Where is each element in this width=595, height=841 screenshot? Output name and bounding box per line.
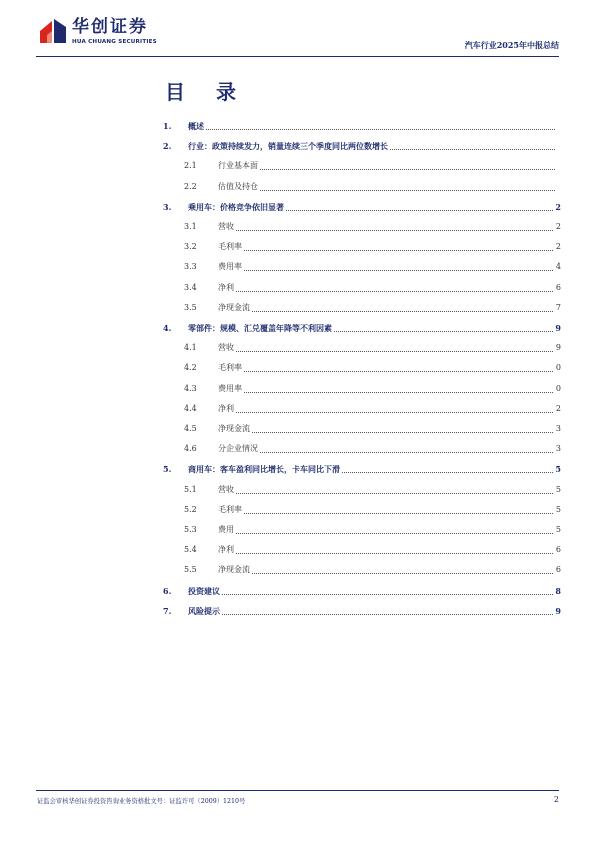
toc-leader-dots [218,553,555,554]
toc-entry[interactable] [0,179,595,195]
toc-entry[interactable] [0,562,595,578]
toc-entry-title: 费用 [218,522,236,538]
toc-entry-number: 3. [163,201,172,212]
toc-leader-dots [218,291,555,292]
toc-entry-page: 5 [554,502,561,518]
toc-entry-page: 6 [554,280,561,296]
toc-entry[interactable] [0,603,595,619]
toc-entry-title: 毛利率 [218,239,244,255]
toc-entry-title: 净利 [218,280,236,296]
toc-entry-number: 4. [163,323,172,333]
toc-leader-dots [188,614,555,615]
toc-entry-title: 净现金流 [218,562,252,578]
logo-chinese-name: 华创证券 [72,17,148,37]
toc-entry-number: 2.1 [184,161,197,171]
toc-entry-number: 5.5 [184,565,197,575]
toc-entry-title: 营收 [218,482,236,498]
toc-entry-title: 分企业情况 [218,441,260,457]
toc-entry-page: 6 [554,542,561,558]
toc-entry-title: 净利 [218,542,236,558]
toc-entry-page: 5 [553,461,561,477]
toc-entry-page: 9 [553,320,561,336]
footer-disclaimer: 证监会审核华创证券投资咨询业务资格批文号：证监许可（2009）1210号 [37,798,246,805]
toc-entry-page: 9 [554,340,561,356]
toc-entry-number: 3.2 [184,242,197,252]
toc-entry-number: 3.1 [184,222,197,231]
toc-leader-dots [218,392,555,393]
toc-entry-title: 净现金流 [218,300,252,316]
toc-entry[interactable] [0,421,595,437]
toc-entry-page: 2 [554,219,561,235]
toc-entry[interactable] [0,300,595,316]
toc-entry[interactable] [0,401,595,417]
toc-entry-page: 2 [553,199,561,215]
toc-entry-number: 3.4 [184,282,197,292]
toc-entry-page: 3 [554,441,561,457]
toc-entry-page: 4 [554,259,561,275]
toc-leader-dots [188,129,555,130]
toc-entry-number: 4.6 [184,444,197,454]
logo-mark-icon [38,17,68,47]
footer-divider [36,790,559,791]
toc-entry-number: 4.5 [184,424,197,433]
header-divider [36,56,559,57]
toc-entry[interactable] [0,199,595,215]
toc-entry-title: 净利 [218,401,236,417]
toc-leader-dots [218,311,555,312]
toc-entry-title: 风险提示 [188,603,222,619]
toc-entry-title: 估值及持仓 [218,179,260,195]
toc-entry[interactable] [0,138,595,154]
toc-leader-dots [218,493,555,494]
report-title: 汽车行业2025年中报总结 [464,40,559,50]
toc-entry-title: 零部件：规模、汇兑覆盖年降等不利因素 [188,320,334,336]
toc-entry-title: 营收 [218,340,236,356]
toc-entry-number: 5.1 [184,484,197,494]
toc-entry-title: 毛利率 [218,360,244,376]
toc-entry-number: 7. [163,605,172,616]
toc-leader-dots [218,432,555,433]
toc-entry-title: 营收 [218,219,236,235]
toc-entry-title: 净现金流 [218,421,252,437]
toc-leader-dots [218,533,555,534]
toc-entry-number: 5. [163,464,172,475]
logo-english-name: HUA CHUANG SECURITIES [72,39,157,45]
toc-entry-number: 5.4 [184,545,197,555]
toc-entry-number: 1. [163,121,172,131]
toc-entry[interactable] [0,219,595,235]
toc-leader-dots [218,412,555,413]
toc-entry-title: 行业：政策持续发力，销量连续三个季度同比两位数增长 [188,138,390,154]
toc-entry-title: 乘用车：价格竞争依旧显著 [188,199,286,215]
toc-entry-title: 商用车：客车盈利同比增长，卡车同比下滑 [188,461,342,477]
toc-entry-number: 4.2 [184,363,197,373]
toc-entry[interactable] [0,522,595,538]
toc-entry-title: 投资建议 [188,583,222,599]
toc-leader-dots [218,573,555,574]
toc-entry-page: 9 [553,603,561,619]
toc-leader-dots [218,169,555,170]
toc-entry[interactable] [0,320,595,336]
toc-leader-dots [218,371,555,372]
toc-entry[interactable] [0,280,595,296]
toc-entry[interactable] [0,259,595,275]
toc-entry[interactable] [0,158,595,174]
toc-leader-dots [218,351,555,352]
toc-entry-title: 费用率 [218,259,244,275]
toc-entry-number: 2. [163,141,172,152]
toc-entry-page: 5 [554,482,561,498]
toc-entry-number: 6. [163,585,172,596]
toc-entry-page: 8 [553,583,561,599]
toc-entry-title: 概述 [188,118,206,134]
company-logo [38,17,178,51]
toc-entry[interactable] [0,482,595,498]
toc-entry-title: 毛利率 [218,502,244,518]
toc-entry-page: 3 [554,421,561,437]
toc-entry-page: 2 [554,401,561,417]
toc-entry[interactable] [0,381,595,397]
toc-entry-number: 5.2 [184,504,197,514]
toc-entry-number: 4.1 [184,343,197,353]
toc-entry-number: 4.3 [184,383,197,393]
toc-entry[interactable] [0,239,595,255]
toc-entry-page: 6 [554,562,561,578]
toc-entry-page: 5 [554,522,561,538]
toc-entry-page: 0 [554,381,561,397]
toc-entry-page: 7 [554,300,561,316]
toc-entry-number: 2.2 [184,181,197,191]
toc-heading: 目 录 [165,80,248,104]
toc-leader-dots [188,594,555,595]
toc-leader-dots [218,190,555,191]
toc-entry[interactable] [0,441,595,457]
toc-entry-page: 2 [554,239,561,255]
toc-entry-number: 3.3 [184,262,197,272]
toc-entry[interactable] [0,461,595,477]
page-number: 2 [553,795,559,804]
toc-entry-page: 0 [554,360,561,376]
toc-leader-dots [218,270,555,271]
toc-entry-number: 3.5 [184,302,197,312]
toc-entry-title: 费用率 [218,381,244,397]
toc-entry[interactable] [0,583,595,599]
toc-leader-dots [218,452,555,453]
toc-entry-number: 4.4 [184,403,197,413]
toc-entry[interactable] [0,542,595,558]
toc-leader-dots [218,513,555,514]
toc-entry-number: 5.3 [184,525,197,534]
toc-entry-title: 行业基本面 [218,158,260,174]
toc-leader-dots [218,250,555,251]
toc-entry[interactable] [0,118,595,134]
toc-entry[interactable] [0,360,595,376]
toc-entry[interactable] [0,502,595,518]
toc-leader-dots [218,230,555,231]
toc-entry[interactable] [0,340,595,356]
page-header [0,0,595,62]
